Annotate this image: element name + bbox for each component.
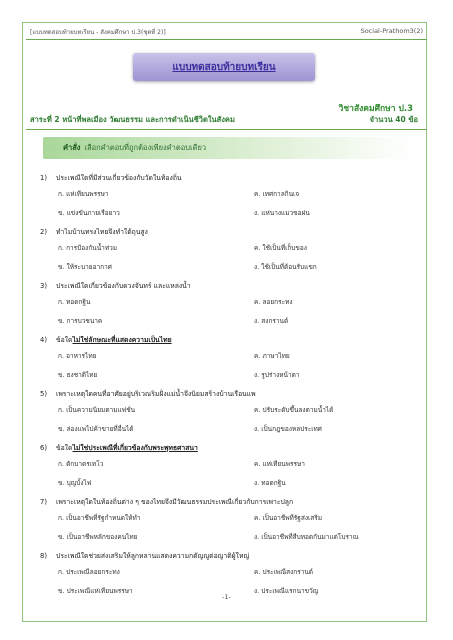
answer-option[interactable]: ก. แห่เทียนพรรษา	[58, 190, 109, 198]
question-7	[40, 496, 293, 507]
question-3	[40, 280, 191, 291]
question-number: 8)	[40, 552, 47, 560]
page-number: -1-	[222, 593, 231, 601]
question-1	[40, 172, 182, 183]
answer-option[interactable]: ค. แห่เทียนพรรษา	[254, 460, 305, 468]
answer-option[interactable]: ข. แข่งขันภายเรือยาว	[58, 209, 120, 217]
question-text: เพราะเหตุใดคนที่อาศัยอยู่บริเวณริมฝั่งแม่น้ำจึงนิยมสร้างบ้านเรือนแพ	[56, 390, 256, 398]
question-text: ข้อใด	[56, 336, 73, 344]
instruction-label: คำสั่ง	[63, 143, 81, 152]
header-divider	[26, 39, 427, 40]
answer-option[interactable]: ก. เป็นความนิยมตามแฟชั่น	[58, 406, 136, 414]
strand-title: สาระที่ 2 หน้าที่พลเมือง วัฒนธรรม และการดำเนินชีวิตในสังคม	[30, 115, 235, 124]
instruction-text: เลือกคำตอบที่ถูกต้องเพียงคำตอบเดียว	[84, 143, 207, 152]
title-banner	[133, 53, 315, 81]
answer-option[interactable]: ง. รูปร่างหน้าตา	[254, 371, 300, 379]
answer-option[interactable]: ข. ธงชาติไทย	[58, 371, 98, 379]
answer-option[interactable]: ข. ล่องแพไปค้าขายที่อื่นได้	[58, 425, 134, 433]
question-number: 3)	[40, 282, 47, 290]
answer-option[interactable]: ก. ตักบาตรเทโว	[58, 460, 104, 468]
subject-title: วิชาสังคมศึกษา ป.3	[338, 104, 413, 114]
answer-option[interactable]: ค. ใช้เป็นที่เก็บของ	[254, 244, 307, 252]
answer-option[interactable]: ข. ประเพณีแห่เทียนพรรษา	[58, 587, 133, 595]
question-number: 4)	[40, 336, 47, 344]
answer-option[interactable]: ค. เป็นอาชีพที่รัฐส่งเสริม	[254, 514, 322, 522]
question-text: ทำไมบ้านทรงไทยจึงทำใต้ถุนสูง	[56, 228, 148, 236]
answer-option[interactable]: ค. ปรับระดับขึ้นลงตามน้ำได้	[254, 406, 334, 414]
answer-option[interactable]: ง. สงกรานต์	[254, 317, 289, 325]
answer-option[interactable]: ก. ประเพณีลอยกระทง	[58, 568, 120, 576]
answer-option[interactable]: ค. ลอยกระทง	[254, 298, 293, 306]
question-text: ประเพณีใดเกี่ยวข้องกับดวงจันทร์ และแหล่งน้ำ	[56, 282, 191, 290]
answer-option[interactable]: ง. เป็นกฎของหลประเทศ	[254, 425, 322, 433]
question-emphasis: ไม่ใช่ลักษณะที่แสดงความเป็นไทย	[72, 336, 172, 344]
question-emphasis: ไม่ใช่ประเพณีที่เกี่ยวข้องกับพระพุทธศาสนา	[72, 444, 198, 452]
section-divider	[26, 129, 427, 130]
answer-option[interactable]: ง. ประเพณีแรกนาขวัญ	[254, 587, 319, 595]
question-number: 2)	[40, 228, 47, 236]
question-number: 1)	[40, 174, 47, 182]
question-8	[40, 550, 249, 561]
answer-option[interactable]: ง. เป็นอาชีพที่สืบทอดกันมาแต่โบราณ	[254, 533, 359, 541]
answer-option[interactable]: ข. ให้ระบายอากาศ	[58, 263, 112, 271]
answer-option[interactable]: ค. ประเพณีสงกรานต์	[254, 568, 314, 576]
answer-option[interactable]: ข. บุญบั้งไฟ	[58, 479, 92, 487]
answer-option[interactable]: ค. เทศกาลกินเจ	[254, 190, 300, 198]
answer-option[interactable]: ก. การป้องกันน้ำท่วม	[58, 244, 118, 252]
question-6	[40, 442, 198, 453]
answer-option[interactable]: ค. ภาษาไทย	[254, 352, 290, 360]
answer-option[interactable]: ง. ทอดกฐิน	[254, 479, 286, 487]
question-2	[40, 226, 148, 237]
question-5	[40, 388, 256, 399]
banner-title: แบบทดสอบท้ายบทเรียน	[172, 61, 276, 73]
question-text: ประเพณีใดที่มีส่วนเกี่ยวข้องกับวัดในท้องถิ่น	[56, 174, 182, 182]
question-text: เพราะเหตุใดในท้องถิ่นต่าง ๆ ของไทยจึงมีวัฒนธรรมประเพณีเกี่ยวกับการเพาะปลูก	[56, 498, 294, 506]
question-4	[40, 334, 172, 345]
instruction-bar	[43, 137, 413, 159]
answer-option[interactable]: ก. เป็นอาชีพที่รัฐกำหนดให้ทำ	[58, 514, 141, 522]
question-text: ข้อใด	[56, 444, 73, 452]
answer-option[interactable]: ข. การบวชนาค	[58, 317, 103, 325]
question-number: 7)	[40, 498, 47, 506]
question-count: จำนวน 40 ข้อ	[369, 115, 418, 124]
answer-option[interactable]: ก. อาหารไทย	[58, 352, 97, 360]
question-number: 6)	[40, 444, 47, 452]
answer-option[interactable]: ก. ทอดกฐิน	[58, 298, 91, 306]
question-text: ประเพณีใดช่วยส่งเสริมให้ลูกหลานแสดงความกตัญญูต่อญาติผู้ใหญ่	[56, 552, 250, 560]
answer-option[interactable]: ง. แห่นางแมวขอฝน	[254, 209, 310, 217]
answer-option[interactable]: ง. ใช้เป็นที่ต้อนรับแขก	[254, 263, 317, 271]
question-number: 5)	[40, 390, 47, 398]
header-left-text: [แบบทดสอบท้ายบทเรียน - สังคมศึกษา ป.3(ชุดที่ 2)]	[30, 29, 166, 36]
answer-option[interactable]: ข. เป็นอาชีพหลักของคนไทย	[58, 533, 138, 541]
header-right-text: Social-Prathom3(2)	[360, 27, 423, 35]
